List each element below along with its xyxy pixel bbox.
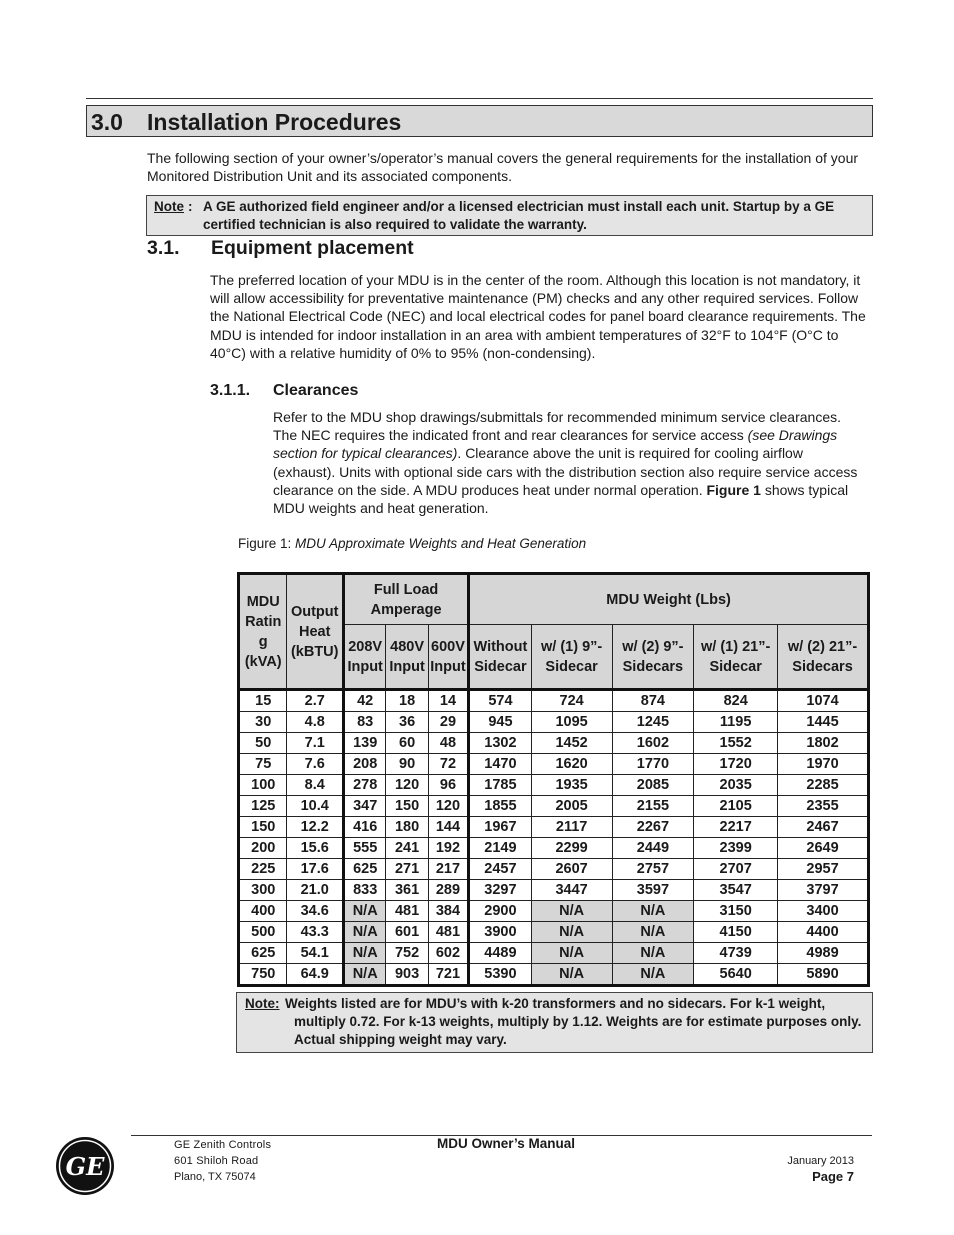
cell-amp-208v: 42 <box>343 690 385 712</box>
cell-amp-600v: 72 <box>428 754 468 775</box>
cell-without-sidecar: 2900 <box>469 901 532 922</box>
table-row <box>239 922 869 943</box>
cell-amp-600v: 721 <box>428 964 468 986</box>
cell-w1-9-sidecar: 2005 <box>531 796 612 817</box>
cell-w2-9-sidecars: 2757 <box>612 859 694 880</box>
clearances-text-a: Refer to the MDU shop drawings/submittals for recommended minimum service clearances. The NEC requires the indicated front and rear clearances for service access <box>273 409 841 444</box>
cell-w1-9-sidecar: N/A <box>531 901 612 922</box>
cell-amp-208v: 833 <box>343 880 385 901</box>
cell-amp-600v: 384 <box>428 901 468 922</box>
header-w2-21-sidecars: w/ (2) 21”- Sidecars <box>778 625 869 690</box>
footer-date: January 2013 <box>787 1155 854 1167</box>
section-title: Installation Procedures <box>147 109 402 135</box>
table-row <box>239 754 869 775</box>
cell-w2-21-sidecars: 1970 <box>778 754 869 775</box>
cell-w1-21-sidecar: 2105 <box>694 796 778 817</box>
clearances-paragraph <box>273 408 865 517</box>
cell-output-heat: 2.7 <box>287 690 344 712</box>
cell-w2-9-sidecars: 2267 <box>612 817 694 838</box>
clearances-text-b: . Clearance above the unit is required for cooling airflow (exhaust). Units with optional side cars with the distribution section also require service access clearance on the side. A MDU produces heat under normal operation. <box>273 445 858 498</box>
cell-without-sidecar: 2457 <box>469 859 532 880</box>
table-row <box>239 733 869 754</box>
cell-w2-9-sidecars: 2449 <box>612 838 694 859</box>
cell-output-heat: 54.1 <box>287 943 344 964</box>
cell-w2-9-sidecars: N/A <box>612 922 694 943</box>
table-row <box>239 964 869 986</box>
cell-without-sidecar: 3900 <box>469 922 532 943</box>
cell-output-heat: 7.1 <box>287 733 344 754</box>
section-number: 3.0 <box>91 109 123 135</box>
cell-w2-9-sidecars: N/A <box>612 964 694 986</box>
cell-amp-600v: 602 <box>428 943 468 964</box>
cell-amp-600v: 217 <box>428 859 468 880</box>
logo-text: GE <box>65 1152 105 1181</box>
subsubsection-title: Clearances <box>273 382 359 399</box>
header-208v: 208V Input <box>343 625 385 690</box>
cell-w2-21-sidecars: 2957 <box>778 859 869 880</box>
cell-amp-480v: 271 <box>386 859 428 880</box>
cell-w1-21-sidecar: 2217 <box>694 817 778 838</box>
cell-without-sidecar: 4489 <box>469 943 532 964</box>
header-full-load-amperage: Full Load Amperage <box>343 574 468 625</box>
header-w1-21-sidecar: w/ (1) 21”- Sidecar <box>694 625 778 690</box>
cell-w1-9-sidecar: 3447 <box>531 880 612 901</box>
cell-amp-600v: 192 <box>428 838 468 859</box>
header-w2-9-sidecars: w/ (2) 9”- Sidecars <box>612 625 694 690</box>
cell-w2-9-sidecars: 1602 <box>612 733 694 754</box>
cell-w2-21-sidecars: 5890 <box>778 964 869 986</box>
table-row <box>239 838 869 859</box>
note-text: A GE authorized field engineer and/or a licensed electrician must install each unit. Startup by a GE certified technician is also required to validate the warranty. <box>203 199 835 232</box>
clearances-text-italic: (see Drawings section for typical clearances) <box>273 427 838 462</box>
figure-reference: Figure 1 <box>706 481 761 498</box>
cell-without-sidecar: 1855 <box>469 796 532 817</box>
cell-rating: 50 <box>239 733 287 754</box>
cell-amp-208v: 555 <box>343 838 385 859</box>
cell-w1-21-sidecar: 2399 <box>694 838 778 859</box>
header-w1-9-sidecar: w/ (1) 9”- Sidecar <box>531 625 612 690</box>
cell-w1-21-sidecar: 5640 <box>694 964 778 986</box>
cell-output-heat: 10.4 <box>287 796 344 817</box>
cell-w1-9-sidecar: N/A <box>531 943 612 964</box>
cell-w1-9-sidecar: 2607 <box>531 859 612 880</box>
note2-text: Weights listed are for MDU’s with k-20 transformers and no sidecars. For k-1 weight, multiply 0.72. For k-13 weights, multiply by 1.12. Weights are for estimate purposes only. Actual shipping weight may vary. <box>285 996 862 1047</box>
cell-amp-480v: 18 <box>386 690 428 712</box>
cell-amp-480v: 481 <box>386 901 428 922</box>
cell-amp-480v: 36 <box>386 712 428 733</box>
cell-output-heat: 7.6 <box>287 754 344 775</box>
cell-w2-21-sidecars: 2649 <box>778 838 869 859</box>
cell-without-sidecar: 574 <box>469 690 532 712</box>
cell-without-sidecar: 1302 <box>469 733 532 754</box>
cell-amp-600v: 96 <box>428 775 468 796</box>
section-header-bar <box>86 105 873 137</box>
cell-amp-208v: 347 <box>343 796 385 817</box>
cell-output-heat: 8.4 <box>287 775 344 796</box>
cell-without-sidecar: 1470 <box>469 754 532 775</box>
cell-amp-480v: 903 <box>386 964 428 986</box>
cell-amp-480v: 752 <box>386 943 428 964</box>
note2-label: Note: <box>245 996 280 1011</box>
cell-rating: 750 <box>239 964 287 986</box>
table-row <box>239 712 869 733</box>
cell-w1-21-sidecar: 1720 <box>694 754 778 775</box>
cell-amp-208v: 278 <box>343 775 385 796</box>
cell-w2-21-sidecars: 2467 <box>778 817 869 838</box>
cell-rating: 400 <box>239 901 287 922</box>
cell-w2-9-sidecars: 3597 <box>612 880 694 901</box>
cell-amp-600v: 481 <box>428 922 468 943</box>
cell-w2-9-sidecars: N/A <box>612 901 694 922</box>
table-row <box>239 901 869 922</box>
cell-w2-21-sidecars: 2285 <box>778 775 869 796</box>
footer-company-2: 601 Shiloh Road <box>174 1155 259 1167</box>
cell-w1-9-sidecar: 1095 <box>531 712 612 733</box>
cell-without-sidecar: 5390 <box>469 964 532 986</box>
cell-w2-9-sidecars: 874 <box>612 690 694 712</box>
cell-without-sidecar: 3297 <box>469 880 532 901</box>
cell-w2-21-sidecars: 1445 <box>778 712 869 733</box>
cell-amp-600v: 48 <box>428 733 468 754</box>
cell-amp-208v: N/A <box>343 943 385 964</box>
header-600v: 600V Input <box>428 625 468 690</box>
subsubsection-number: 3.1.1. <box>210 382 251 399</box>
header-output-heat: Output Heat (kBTU) <box>287 574 344 690</box>
footer-company-3: Plano, TX 75074 <box>174 1171 256 1183</box>
cell-w1-9-sidecar: 2299 <box>531 838 612 859</box>
cell-w2-9-sidecars: 2085 <box>612 775 694 796</box>
cell-rating: 300 <box>239 880 287 901</box>
cell-rating: 500 <box>239 922 287 943</box>
cell-amp-600v: 14 <box>428 690 468 712</box>
cell-amp-480v: 60 <box>386 733 428 754</box>
cell-w1-21-sidecar: 2035 <box>694 775 778 796</box>
cell-w2-21-sidecars: 4989 <box>778 943 869 964</box>
cell-without-sidecar: 2149 <box>469 838 532 859</box>
figure-title: MDU Approximate Weights and Heat Generation <box>295 536 587 551</box>
cell-without-sidecar: 1967 <box>469 817 532 838</box>
ge-logo <box>55 1136 115 1196</box>
cell-rating: 75 <box>239 754 287 775</box>
cell-w2-21-sidecars: 3797 <box>778 880 869 901</box>
cell-rating: 150 <box>239 817 287 838</box>
cell-output-heat: 12.2 <box>287 817 344 838</box>
footer-company-1: GE Zenith Controls <box>174 1139 272 1151</box>
table-row <box>239 859 869 880</box>
cell-w1-9-sidecar: 1452 <box>531 733 612 754</box>
table-body <box>239 690 869 986</box>
cell-amp-208v: N/A <box>343 901 385 922</box>
weights-note <box>236 992 873 1053</box>
header-mdu-weight: MDU Weight (Lbs) <box>469 574 869 625</box>
cell-w1-21-sidecar: 2707 <box>694 859 778 880</box>
cell-w2-21-sidecars: 3400 <box>778 901 869 922</box>
cell-amp-208v: 416 <box>343 817 385 838</box>
intro-paragraph: The following section of your owner’s/operator’s manual covers the general requirements for the installation of your Monitored Distribution Unit and its associated components. <box>147 150 859 185</box>
cell-output-heat: 43.3 <box>287 922 344 943</box>
table-row <box>239 796 869 817</box>
note-colon: : <box>188 199 193 214</box>
placement-paragraph: The preferred location of your MDU is in the center of the room. Although this location is not mandatory, it will allow accessibility for preventative maintenance (PM) checks and any other required services. Follow the National Electrical Code (NEC) and local electrical codes for panel board clearance requirements. The MDU is intended for indoor installation in an area with ambient temperatures of 32°F to 104°F (O°C to 40°C) with a relative humidity of 0% to 95% (non-condensing). <box>210 272 866 361</box>
cell-rating: 30 <box>239 712 287 733</box>
cell-amp-208v: 83 <box>343 712 385 733</box>
table-row <box>239 943 869 964</box>
cell-w1-21-sidecar: 3150 <box>694 901 778 922</box>
cell-w1-21-sidecar: 1552 <box>694 733 778 754</box>
cell-amp-600v: 29 <box>428 712 468 733</box>
figure-label: Figure 1: <box>238 536 292 551</box>
header-480v: 480V Input <box>386 625 428 690</box>
cell-amp-600v: 289 <box>428 880 468 901</box>
cell-w1-21-sidecar: 3547 <box>694 880 778 901</box>
cell-amp-208v: 208 <box>343 754 385 775</box>
cell-w2-21-sidecars: 1802 <box>778 733 869 754</box>
cell-w1-21-sidecar: 4150 <box>694 922 778 943</box>
cell-w2-21-sidecars: 2355 <box>778 796 869 817</box>
cell-w1-9-sidecar: N/A <box>531 964 612 986</box>
cell-w1-21-sidecar: 4739 <box>694 943 778 964</box>
cell-w1-21-sidecar: 824 <box>694 690 778 712</box>
cell-without-sidecar: 945 <box>469 712 532 733</box>
cell-w1-9-sidecar: 2117 <box>531 817 612 838</box>
cell-w2-9-sidecars: 1245 <box>612 712 694 733</box>
cell-w1-9-sidecar: 1620 <box>531 754 612 775</box>
cell-amp-480v: 180 <box>386 817 428 838</box>
table-row <box>239 690 869 712</box>
cell-amp-208v: N/A <box>343 922 385 943</box>
figure-caption <box>238 536 586 551</box>
footer-manual-title: MDU Owner’s Manual <box>437 1136 576 1151</box>
cell-amp-208v: 139 <box>343 733 385 754</box>
cell-output-heat: 15.6 <box>287 838 344 859</box>
table-row <box>239 880 869 901</box>
cell-amp-480v: 241 <box>386 838 428 859</box>
cell-output-heat: 4.8 <box>287 712 344 733</box>
footer-page-number: Page 7 <box>812 1169 854 1184</box>
table-row <box>239 817 869 838</box>
cell-output-heat: 34.6 <box>287 901 344 922</box>
cell-w1-21-sidecar: 1195 <box>694 712 778 733</box>
cell-rating: 15 <box>239 690 287 712</box>
cell-rating: 125 <box>239 796 287 817</box>
cell-without-sidecar: 1785 <box>469 775 532 796</box>
cell-rating: 225 <box>239 859 287 880</box>
warranty-note <box>146 195 873 236</box>
subsection-title: Equipment placement <box>211 237 414 259</box>
cell-w2-9-sidecars: 2155 <box>612 796 694 817</box>
cell-rating: 100 <box>239 775 287 796</box>
cell-amp-480v: 361 <box>386 880 428 901</box>
header-without-sidecar: Without Sidecar <box>469 625 532 690</box>
cell-w2-9-sidecars: N/A <box>612 943 694 964</box>
header-rating: MDU Ratin g (kVA) <box>239 574 287 690</box>
cell-w2-9-sidecars: 1770 <box>612 754 694 775</box>
cell-amp-480v: 120 <box>386 775 428 796</box>
cell-w1-9-sidecar: N/A <box>531 922 612 943</box>
cell-w1-9-sidecar: 724 <box>531 690 612 712</box>
cell-rating: 200 <box>239 838 287 859</box>
cell-amp-208v: N/A <box>343 964 385 986</box>
cell-amp-600v: 144 <box>428 817 468 838</box>
cell-w2-21-sidecars: 4400 <box>778 922 869 943</box>
top-rule <box>86 98 873 99</box>
cell-w2-21-sidecars: 1074 <box>778 690 869 712</box>
cell-amp-480v: 601 <box>386 922 428 943</box>
cell-amp-480v: 90 <box>386 754 428 775</box>
weights-heat-table <box>237 572 870 987</box>
note-label: Note <box>154 199 184 214</box>
cell-amp-480v: 150 <box>386 796 428 817</box>
cell-output-heat: 21.0 <box>287 880 344 901</box>
subsection-number: 3.1. <box>147 237 180 259</box>
table-row <box>239 775 869 796</box>
cell-output-heat: 64.9 <box>287 964 344 986</box>
cell-output-heat: 17.6 <box>287 859 344 880</box>
cell-amp-208v: 625 <box>343 859 385 880</box>
cell-w1-9-sidecar: 1935 <box>531 775 612 796</box>
cell-rating: 625 <box>239 943 287 964</box>
cell-amp-600v: 120 <box>428 796 468 817</box>
clearances-text-c: shows typical MDU weights and heat generation. <box>273 481 849 517</box>
